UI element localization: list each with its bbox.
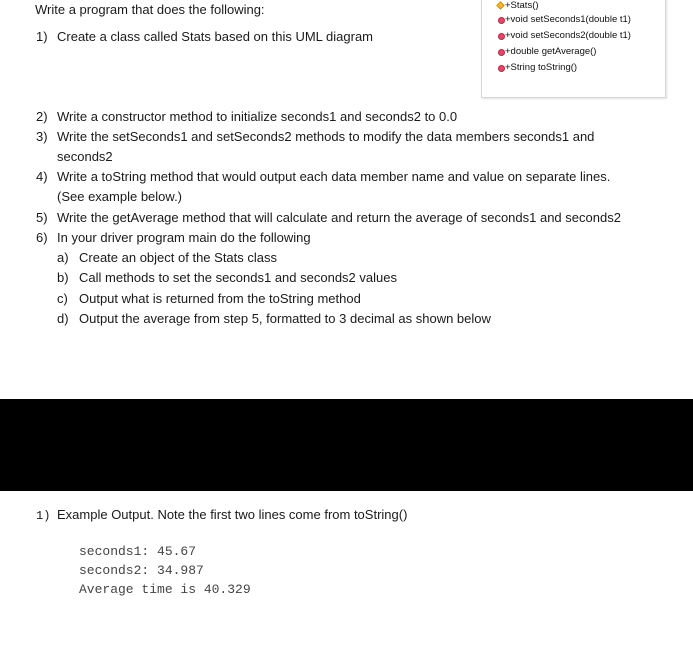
example-heading [36,505,407,526]
uml-diagram [481,0,666,98]
step-text: Write a toString method that would output each data member name and value on separate lines. [57,169,611,184]
substep-letter: b) [57,270,69,285]
uml-row-to-string [505,62,577,74]
uml-row-label: +void setSeconds2(double t1) [505,30,631,41]
step-number: 2) [36,109,48,124]
output-line-seconds1: seconds1: 45.67 [79,544,197,559]
substep-text: Call methods to set the seconds1 and seconds2 values [79,270,397,285]
uml-row-label: +String toString() [505,62,578,73]
public-method-icon [498,17,505,24]
step-number: 6) [36,230,48,245]
substep-text: Output what is returned from the toString method [79,291,361,306]
step-1 [36,27,373,47]
step-number: 1) [36,29,48,44]
uml-row-label: +Stats() [505,0,539,11]
public-method-icon [498,65,505,72]
substep-a [57,248,277,268]
step-3 [36,127,594,147]
uml-row-set-seconds2 [505,30,631,42]
constructor-icon [496,1,504,9]
uml-row-constructor [505,0,539,12]
substep-c [57,289,361,309]
intro-text: Write a program that does the following: [35,2,265,17]
step-5 [36,208,621,228]
example-number: 1) [36,509,51,523]
uml-row-set-seconds1 [505,14,631,26]
uml-row-label: +void setSeconds1(double t1) [505,14,631,25]
example-heading-text: Example Output. Note the first two lines come from toString() [57,507,408,522]
uml-row-get-average [505,46,596,58]
step-text: Write a constructor method to initialize seconds1 and seconds2 to 0.0 [57,109,458,124]
step-4-continuation: (See example below.) [57,189,183,204]
substep-b [57,268,397,288]
step-3-continuation: seconds2 [57,149,113,164]
substep-text: Create an object of the Stats class [79,250,277,265]
step-number: 5) [36,210,48,225]
step-4 [36,167,610,187]
step-text: Create a class called Stats based on this UML diagram [57,29,374,44]
public-method-icon [498,49,505,56]
step-number: 3) [36,129,48,144]
uml-row-label: +double getAverage() [505,46,597,57]
redacted-region [0,399,693,491]
step-2 [36,107,457,127]
substep-d [57,309,491,329]
substep-letter: a) [57,250,69,265]
step-text: Write the setSeconds1 and setSeconds2 methods to modify the data members seconds1 and [57,129,595,144]
substep-letter: c) [57,291,68,306]
output-line-seconds2: seconds2: 34.987 [79,563,204,578]
step-number: 4) [36,169,48,184]
substep-letter: d) [57,311,69,326]
step-6 [36,228,311,248]
step-text: Write the getAverage method that will calculate and return the average of seconds1 and seconds2 [57,210,621,225]
step-text: In your driver program main do the following [57,230,311,245]
public-method-icon [498,33,505,40]
output-line-average: Average time is 40.329 [79,582,251,597]
substep-text: Output the average from step 5, formatted to 3 decimal as shown below [79,311,491,326]
